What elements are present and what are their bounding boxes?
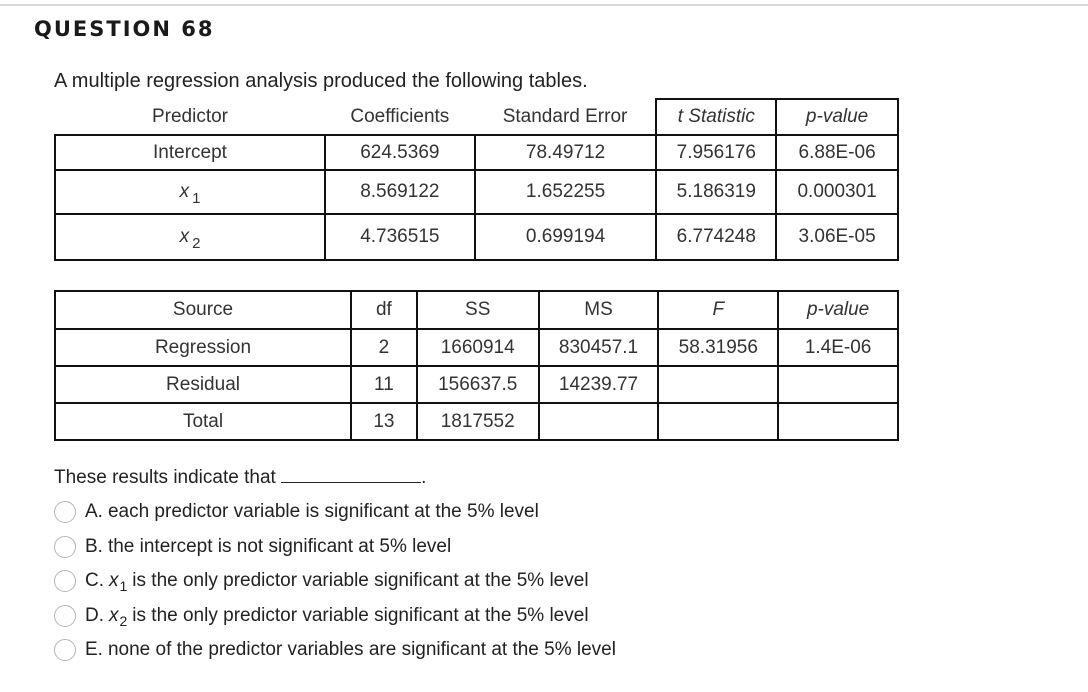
header-predictor: Predictor (55, 99, 325, 135)
cell-predictor (55, 214, 325, 260)
option-text: none of the predictor variables are significant at the 5% level (107, 639, 616, 661)
table-row (55, 214, 898, 260)
header-p-value: p-value (778, 291, 898, 329)
cell-source: Residual (55, 366, 351, 403)
cell-f (658, 366, 778, 403)
option-letter: D. (85, 604, 104, 626)
cell-standard-error: 1.652255 (475, 170, 657, 214)
cell-standard-error: 0.699194 (475, 214, 657, 260)
anova-table (54, 290, 899, 441)
cell-coefficient: 624.5369 (325, 135, 475, 170)
option-variable: x (109, 604, 119, 626)
cell-p-value: 6.88E-06 (776, 135, 898, 170)
option-letter: B. (85, 535, 103, 557)
table-row (55, 366, 898, 403)
cell-coefficient: 4.736515 (325, 214, 475, 260)
table-row (55, 329, 898, 366)
cell-t-statistic: 5.186319 (656, 170, 776, 214)
option-a[interactable] (54, 495, 616, 530)
header-source: Source (55, 291, 351, 329)
header-ss: SS (417, 291, 539, 329)
cell-t-statistic: 7.956176 (656, 135, 776, 170)
cell-p-value: 0.000301 (776, 170, 898, 214)
header-ms: MS (539, 291, 659, 329)
cell-df: 2 (351, 329, 417, 366)
option-text: is the only predictor variable significant at the 5% level (132, 570, 589, 592)
option-text: each predictor variable is significant at the 5% level (107, 501, 539, 523)
cell-ss: 156637.5 (417, 366, 539, 403)
cell-ms: 14239.77 (539, 366, 659, 403)
cell-p-value (778, 403, 898, 440)
option-b[interactable] (54, 530, 616, 565)
table-row (55, 135, 898, 170)
answer-blank (281, 466, 421, 483)
option-subscript: 2 (119, 612, 128, 629)
cell-f (658, 403, 778, 440)
cell-df: 13 (351, 403, 417, 440)
coefficients-table (54, 98, 899, 261)
cell-ms (539, 403, 659, 440)
radio-button-b[interactable] (54, 536, 76, 558)
table-row (55, 403, 898, 440)
cell-predictor (55, 170, 325, 214)
radio-button-d[interactable] (54, 605, 76, 627)
option-d[interactable] (54, 599, 616, 634)
cell-p-value: 3.06E-05 (776, 214, 898, 260)
cell-df: 11 (351, 366, 417, 403)
stem-period: . (421, 467, 427, 488)
table-header-row (55, 99, 898, 135)
predictor-variable: x (179, 181, 190, 202)
cell-p-value: 1.4E-06 (778, 329, 898, 366)
answer-options (54, 495, 616, 668)
question-prompt: A multiple regression analysis produced the following tables. (54, 70, 588, 92)
option-text: the intercept is not significant at 5% level (107, 535, 452, 557)
cell-ss: 1817552 (417, 403, 539, 440)
header-standard-error: Standard Error (475, 99, 657, 135)
radio-button-a[interactable] (54, 501, 76, 523)
stem-text: These results indicate that (54, 467, 276, 488)
top-divider (0, 4, 1088, 6)
option-c[interactable] (54, 564, 616, 599)
cell-f: 58.31956 (658, 329, 778, 366)
cell-ms: 830457.1 (539, 329, 659, 366)
cell-coefficient: 8.569122 (325, 170, 475, 214)
cell-predictor: Intercept (55, 135, 325, 170)
predictor-subscript: 1 (192, 190, 201, 207)
option-text: is the only predictor variable significant at the 5% level (132, 604, 589, 626)
header-f: F (658, 291, 778, 329)
option-letter: E. (85, 639, 103, 661)
cell-t-statistic: 6.774248 (656, 214, 776, 260)
radio-button-e[interactable] (54, 639, 76, 661)
question-stem (54, 466, 426, 489)
table-row (55, 170, 898, 214)
option-letter: C. (85, 570, 104, 592)
header-coefficients: Coefficients (325, 99, 475, 135)
cell-p-value (778, 366, 898, 403)
option-subscript: 1 (119, 578, 128, 595)
cell-ss: 1660914 (417, 329, 539, 366)
radio-button-c[interactable] (54, 570, 76, 592)
table-header-row (55, 291, 898, 329)
predictor-subscript: 2 (192, 235, 201, 252)
cell-standard-error: 78.49712 (475, 135, 657, 170)
question-title: QUESTION 68 (34, 17, 215, 41)
header-t-statistic: t Statistic (656, 99, 776, 135)
header-p-value: p-value (776, 99, 898, 135)
cell-source: Regression (55, 329, 351, 366)
option-letter: A. (85, 501, 103, 523)
cell-source: Total (55, 403, 351, 440)
option-e[interactable] (54, 633, 616, 668)
option-variable: x (109, 570, 119, 592)
header-df: df (351, 291, 417, 329)
predictor-variable: x (179, 226, 190, 247)
